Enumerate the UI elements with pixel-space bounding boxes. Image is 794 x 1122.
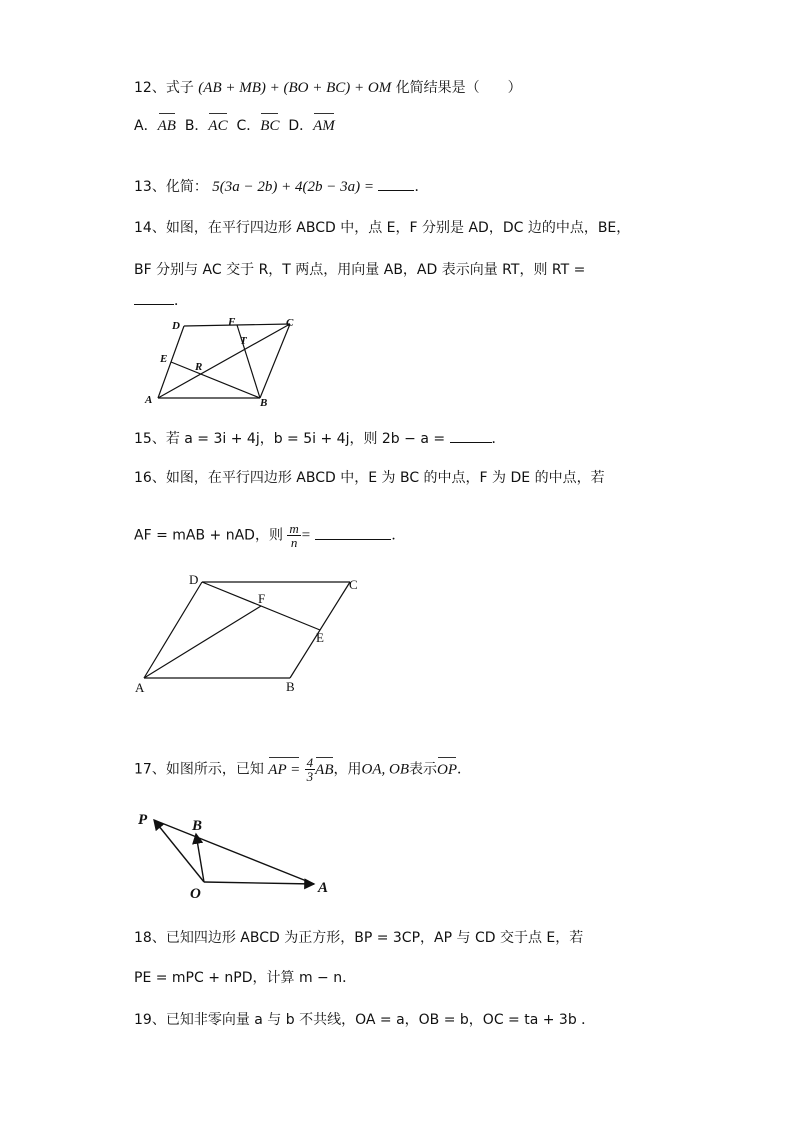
label-e: E [160, 353, 168, 365]
question-19 [134, 1010, 595, 1030]
punctuation: ． [491, 431, 506, 447]
vector-figure-17 [132, 806, 342, 902]
question-18 [134, 928, 583, 948]
question-number: 14、 [134, 220, 166, 236]
label-c: C [286, 317, 294, 329]
segment-bc [260, 324, 290, 398]
question-15 [134, 428, 506, 449]
label-c: C [349, 577, 358, 592]
equals-sign: = [300, 527, 311, 544]
question-16-line2 [134, 522, 405, 549]
option-value: AM [313, 118, 335, 134]
option-label: B． [184, 118, 209, 134]
parallelogram-figure-16 [130, 568, 370, 698]
question-text: 如图，在平行四边形 ABCD 中，点 E，F 分别是 AD，DC 边的中点，BE， [165, 220, 631, 236]
answer-blank[interactable] [378, 176, 414, 191]
question-14 [134, 218, 630, 238]
label-a: A [135, 680, 145, 695]
vector-ab: AB [315, 761, 334, 778]
vectors-oa-ob: OA, OB [361, 761, 409, 778]
question-18-line2 [134, 968, 356, 988]
label-e: E [316, 630, 324, 645]
question-number: 16、 [134, 470, 166, 486]
option-label: A． [134, 118, 158, 134]
label-r: R [195, 361, 203, 373]
question-13 [134, 176, 428, 197]
question-text: 已知四边形 ABCD 为正方形，BP = 3CP，AP 与 CD 交于点 E，若 [165, 930, 584, 946]
question-text: BF 分别与 AC 交于 R，T 两点，用向量 AB，AD 表示向量 RT，则 RT = [134, 262, 586, 278]
question-number: 17、 [134, 761, 166, 778]
label-d: D [189, 572, 199, 587]
question-17 [134, 756, 471, 783]
label-d: D [172, 320, 180, 332]
question-text: 化简： [165, 179, 208, 195]
question-text: ，用 [333, 761, 362, 778]
label-a: A [145, 394, 153, 406]
fraction-m-over-n: $\frac{m}{n}$ [289, 521, 299, 550]
math-expression: (AB + MB) + (BO + BC) + OM [198, 80, 392, 96]
vector-ob-line [196, 834, 204, 882]
segment-da [144, 582, 202, 678]
option-label: C． [236, 118, 261, 134]
question-number: 19、 [134, 1012, 166, 1028]
question-text: 如图所示，已知 [165, 761, 264, 778]
answer-blank[interactable] [450, 428, 492, 443]
question-text: 如图，在平行四边形 ABCD 中，E 为 BC 的中点，F 为 DE 的中点，若 [165, 470, 605, 486]
vector-oa-line [204, 882, 314, 884]
label-b: B [260, 397, 268, 408]
label-b: B [286, 679, 295, 694]
punctuation: ． [414, 179, 429, 195]
question-text: AF = mAB + nAD，则 [134, 527, 283, 544]
question-text: 化简结果是（ ） [395, 80, 522, 96]
option-label: D． [288, 118, 314, 134]
question-14-line3 [134, 290, 188, 311]
label-b: B [192, 818, 203, 834]
question-number: 15、 [134, 431, 166, 447]
answer-blank[interactable] [134, 290, 174, 305]
punctuation: ． [457, 761, 471, 778]
fraction-4-over-3: $\frac{4}{3}$ [306, 755, 314, 784]
math-expression: 5(3a − 2b) + 4(2b − 3a) = [212, 179, 374, 195]
segment-pa [154, 820, 314, 884]
answer-options [134, 116, 335, 136]
label-p: P [138, 812, 148, 828]
question-16 [134, 468, 605, 488]
question-text: 式子 [165, 80, 194, 96]
option-value: AB [157, 118, 176, 134]
option-value: AC [208, 118, 228, 134]
label-o: O [190, 886, 201, 902]
question-12 [134, 78, 522, 98]
segment-be [171, 362, 260, 398]
question-text: PE = mPC + nPD，计算 m − n． [134, 970, 357, 986]
question-text: 已知非零向量 a 与 b 不共线，OA = a，OB = b，OC = ta + 3b ． [165, 1012, 596, 1028]
question-number: 13、 [134, 179, 166, 195]
punctuation: ． [174, 293, 188, 309]
question-number: 18、 [134, 930, 166, 946]
question-14-line2 [134, 260, 585, 280]
label-f: F [228, 316, 236, 328]
label-a: A [318, 880, 329, 896]
parallelogram-figure-14 [140, 312, 310, 408]
question-text: 表示 [409, 761, 437, 778]
question-number: 12、 [134, 80, 166, 96]
option-value: BC [260, 118, 280, 134]
question-text: 若 a = 3i + 4j，b = 5i + 4j，则 2b − a = [165, 431, 446, 447]
vector-op: OP [437, 761, 457, 778]
punctuation: ． [391, 527, 406, 544]
label-f: F [258, 591, 266, 606]
diagonal-ac [158, 324, 290, 398]
vector-ap: AP = [268, 761, 301, 778]
label-t: T [240, 335, 247, 347]
answer-blank[interactable] [315, 525, 391, 540]
segment-af [144, 606, 261, 678]
